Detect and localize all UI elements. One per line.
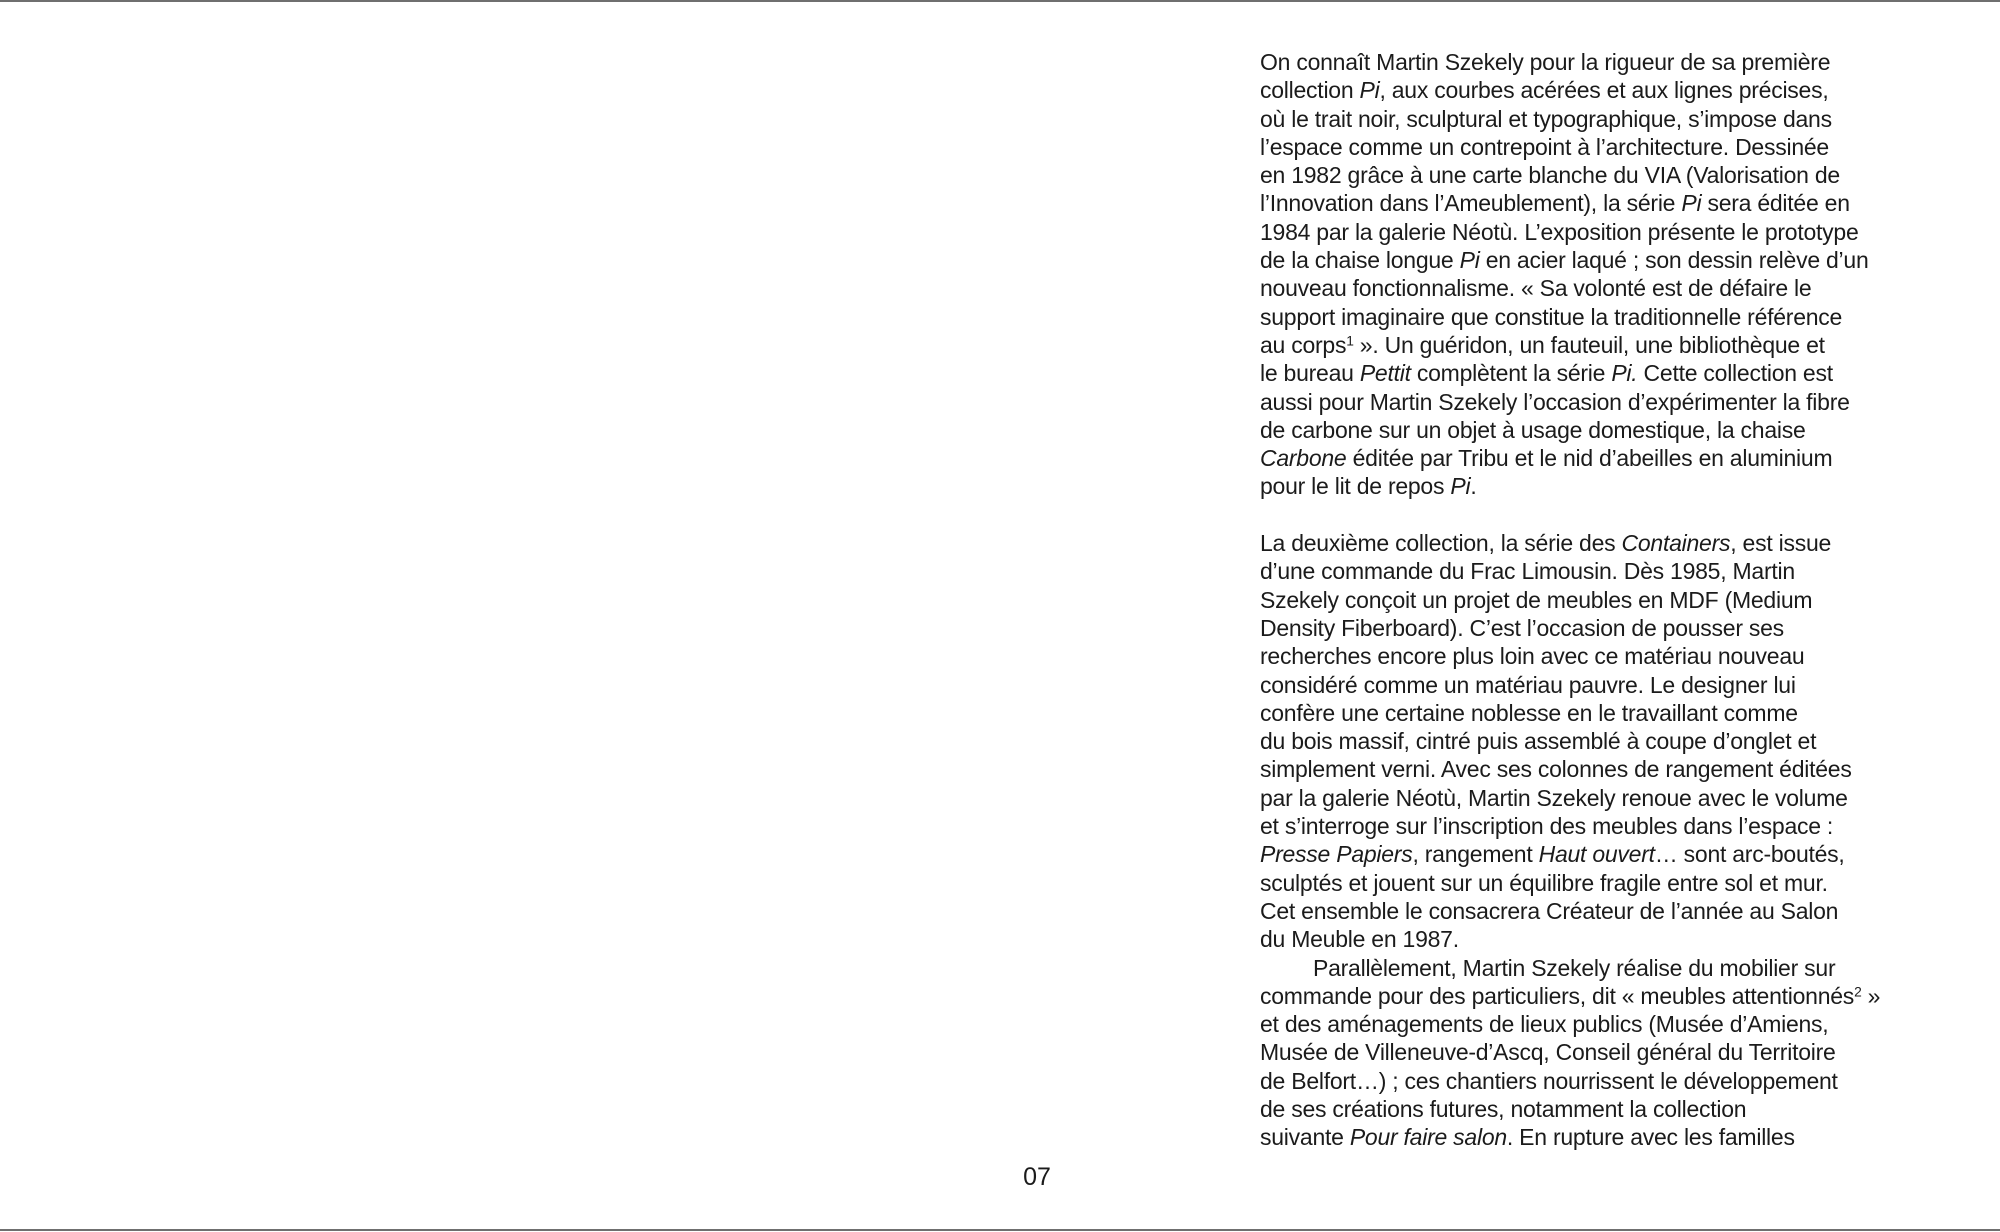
paragraph [1260,48,1960,501]
italic-title: Containers [1621,530,1731,557]
text-run: par la galerie Néotù, Martin Szekely renoue avec le volume [1260,784,1848,811]
text-line [1260,359,1960,387]
text-run: de carbone sur un objet à usage domestique, la chaise [1260,416,1806,443]
text-line [1260,1095,1960,1123]
text-run: sculptés et jouent sur un équilibre fragile entre sol et mur. [1260,869,1828,896]
text-line [1260,954,1960,982]
italic-title: Pi [1359,77,1380,104]
text-run: Cet ensemble le consacrera Créateur de l’année au Salon [1260,897,1839,924]
text-line [1260,416,1960,444]
text-run: l’espace comme un contrepoint à l’architecture. Dessinée [1260,133,1829,160]
text-run: suivante [1260,1124,1350,1151]
text-line [1260,331,1960,359]
text-run: Cette collection est [1637,360,1833,387]
text-run: en 1982 grâce à une carte blanche du VIA (Valorisation de [1260,162,1840,189]
text-run: , est issue [1730,530,1832,557]
italic-title: Presse Papiers [1260,841,1413,868]
text-run: du Meuble en 1987. [1260,926,1459,953]
text-run: simplement verni. Avec ses colonnes de rangement éditées [1260,756,1852,783]
text-line [1260,897,1960,925]
text-run: aussi pour Martin Szekely l’occasion d’expérimenter la fibre [1260,388,1850,415]
text-run: l’Innovation dans l’Ameublement), la série [1260,190,1682,217]
text-line [1260,529,1960,557]
text-line [1260,557,1960,585]
text-run: . En rupture avec les familles [1506,1124,1795,1151]
page-number: 07 [1023,1163,1051,1191]
text-line [1260,840,1960,868]
text-line [1260,246,1960,274]
italic-title: Pi [1681,190,1702,217]
text-run: où le trait noir, sculptural et typographique, s’impose dans [1260,105,1832,132]
text-line [1260,218,1960,246]
text-run: On connaît Martin Szekely pour la rigueur de sa première [1260,49,1831,75]
text-run: éditée par Tribu et le nid d’abeilles en aluminium [1346,445,1833,472]
text-run: ». Un guéridon, un fauteuil, une bibliothèque et [1353,331,1825,358]
text-line [1260,784,1960,812]
text-run: nouveau fonctionnalisme. « Sa volonté est de défaire le [1260,275,1812,302]
text-line [1260,133,1960,161]
text-line [1260,48,1960,76]
text-line [1260,586,1960,614]
text-line [1260,869,1960,897]
text-run: , rangement [1412,841,1539,868]
italic-title: Pi [1459,247,1480,274]
italic-title: Haut ouvert [1538,841,1655,868]
text-run: recherches encore plus loin avec ce matériau nouveau [1260,643,1805,670]
text-line [1260,1123,1960,1151]
footnote-ref: 1 [1346,333,1354,349]
text-run: de Belfort…) ; ces chantiers nourrissent le développement [1260,1067,1838,1094]
text-run: Density Fiberboard). C’est l’occasion de pousser ses [1260,614,1784,641]
page-bottom-edge [0,1229,2000,1231]
text-line [1260,699,1960,727]
text-run: et s’interroge sur l’inscription des meubles dans l’espace : [1260,813,1834,840]
text-line [1260,982,1960,1010]
text-run: Szekely conçoit un projet de meubles en MDF (Medium [1260,586,1813,613]
text-line [1260,1067,1960,1095]
text-line [1260,189,1960,217]
text-run: La deuxième collection, la série des [1260,530,1622,557]
paragraph [1260,954,1960,1152]
italic-title: Pettit [1359,360,1411,387]
text-run: collection [1260,77,1360,104]
text-line [1260,161,1960,189]
text-line [1260,76,1960,104]
text-run: Parallèlement, Martin Szekely réalise du mobilier sur [1313,954,1836,981]
paragraph-gap [1260,501,1960,529]
italic-title: Pour faire salon [1349,1124,1507,1151]
text-run: de ses créations futures, notamment la collection [1260,1095,1747,1122]
body-text-column [1260,48,1960,1152]
text-run: support imaginaire que constitue la traditionnelle référence [1260,303,1843,330]
text-run: pour le lit de repos [1260,473,1451,500]
text-line [1260,105,1960,133]
text-run: » [1861,982,1881,1009]
text-run: d’une commande du Frac Limousin. Dès 1985, Martin [1260,558,1795,585]
text-line [1260,642,1960,670]
footnote-ref: 2 [1854,984,1862,1000]
left-page [0,2,1000,1229]
text-line [1260,472,1960,500]
paragraph [1260,529,1960,953]
text-line [1260,671,1960,699]
text-run: de la chaise longue [1260,247,1460,274]
text-run: 1984 par la galerie Néotù. L’exposition présente le prototype [1260,218,1859,245]
text-line [1260,812,1960,840]
text-run: … sont arc-boutés, [1654,841,1845,868]
text-run: sera éditée en [1701,190,1850,217]
text-line [1260,614,1960,642]
text-run: du bois massif, cintré puis assemblé à coupe d’onglet et [1260,728,1817,755]
text-run: considéré comme un matériau pauvre. Le designer lui [1260,671,1796,698]
text-run: . [1470,473,1477,500]
text-line [1260,925,1960,953]
text-run: commande pour des particuliers, dit « meubles attentionnés [1260,982,1855,1009]
text-line [1260,303,1960,331]
text-run: Musée de Villeneuve-d’Ascq, Conseil général du Territoire [1260,1039,1836,1066]
text-line [1260,727,1960,755]
text-line [1260,755,1960,783]
text-run: et des aménagements de lieux publics (Musée d’Amiens, [1260,1011,1829,1038]
text-run: complètent la série [1410,360,1612,387]
italic-title: Pi [1450,473,1471,500]
text-line [1260,1010,1960,1038]
text-run: confère une certaine noblesse en le travaillant comme [1260,699,1798,726]
italic-title: Pi. [1611,360,1638,387]
text-line [1260,274,1960,302]
text-line [1260,444,1960,472]
text-line [1260,1038,1960,1066]
text-run: , aux courbes acérées et aux lignes précises, [1379,77,1829,104]
text-line [1260,388,1960,416]
italic-title: Carbone [1260,445,1347,472]
text-run: le bureau [1260,360,1360,387]
text-run: au corps [1260,331,1347,358]
text-run: en acier laqué ; son dessin relève d’un [1479,247,1869,274]
